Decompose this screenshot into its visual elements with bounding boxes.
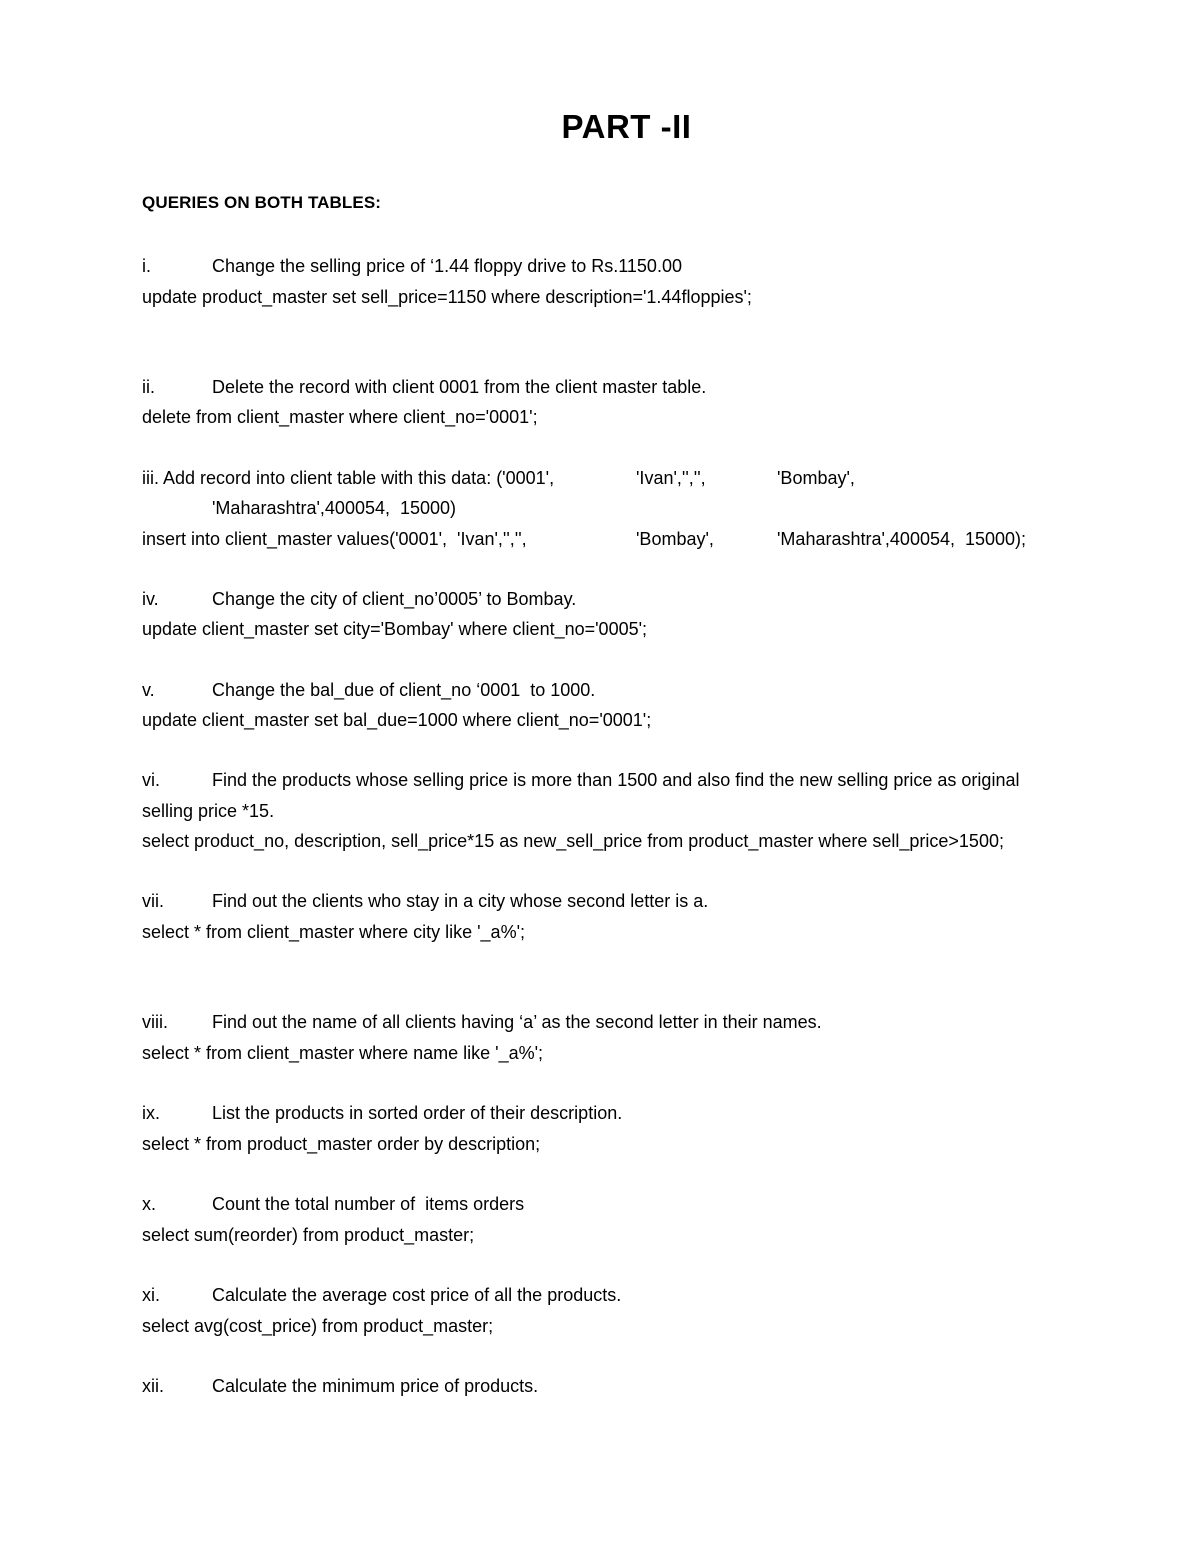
question-iii-text-c: 'Bombay', [777, 468, 855, 488]
sql-query-iii-a: insert into client_master values('0001', 'Ivan','','', [142, 529, 527, 549]
question-number: i. [142, 256, 151, 276]
question-text: Find the products whose selling price is more than 1500 and also find the new selling price as original [212, 770, 1020, 790]
question-number: xi. [142, 1285, 160, 1305]
question-vi-continued: selling price *15. [142, 801, 275, 821]
sql-query-x: select sum(reorder) from product_master; [142, 1225, 475, 1245]
question-ii [142, 375, 706, 399]
sql-query-v: update client_master set bal_due=1000 where client_no='0001'; [142, 710, 652, 730]
question-text: Calculate the average cost price of all the products. [212, 1285, 622, 1305]
question-text: Calculate the minimum price of products. [212, 1376, 539, 1396]
sql-query-vii: select * from client_master where city like '_a%'; [142, 922, 526, 942]
question-text: Change the city of client_no’0005’ to Bombay. [212, 589, 577, 609]
question-viii [142, 1010, 822, 1034]
question-number: iv. [142, 589, 159, 609]
question-vi [142, 768, 1019, 792]
question-xii [142, 1374, 538, 1398]
sql-query-viii: select * from client_master where name like '_a%'; [142, 1043, 544, 1063]
question-vii [142, 889, 708, 913]
question-number: ii. [142, 377, 155, 397]
question-number: v. [142, 680, 155, 700]
question-ix [142, 1101, 622, 1125]
question-text: Count the total number of items orders [212, 1194, 525, 1214]
question-v [142, 678, 595, 702]
question-number: x. [142, 1194, 157, 1214]
sql-query-iv: update client_master set city='Bombay' where client_no='0005'; [142, 619, 648, 639]
question-text: List the products in sorted order of their description. [212, 1103, 623, 1123]
question-number: vii. [142, 891, 164, 911]
question-text: Change the bal_due of client_no ‘0001 to 1000. [212, 680, 596, 700]
sql-query-iii-b: 'Bombay', [636, 529, 714, 549]
sql-query-i: update product_master set sell_price=1150 where description='1.44floppies'; [142, 287, 752, 307]
question-text: Delete the record with client 0001 from the client master table. [212, 377, 707, 397]
question-iv [142, 587, 576, 611]
sql-query-iii-c: 'Maharashtra',400054, 15000); [777, 529, 1027, 549]
question-iii-text-d: 'Maharashtra',400054, 15000) [212, 498, 457, 518]
question-i [142, 254, 682, 278]
question-number: viii. [142, 1012, 168, 1032]
question-number: xii. [142, 1376, 164, 1396]
question-number: vi. [142, 770, 160, 790]
question-text: Find out the name of all clients having ‘a’ as the second letter in their names. [212, 1012, 822, 1032]
question-text: Find out the clients who stay in a city whose second letter is a. [212, 891, 709, 911]
question-iii-text-b: 'Ivan','','', [636, 468, 706, 488]
question-x [142, 1192, 524, 1216]
sql-query-ix: select * from product_master order by description; [142, 1134, 541, 1154]
sql-query-ii: delete from client_master where client_no='0001'; [142, 407, 538, 427]
sql-query-xi: select avg(cost_price) from product_master; [142, 1316, 494, 1336]
section-heading: QUERIES ON BOTH TABLES: [142, 193, 382, 212]
question-xi [142, 1283, 621, 1307]
question-iii-text-a: iii. Add record into client table with this data: ('0001', [142, 468, 555, 488]
sql-query-vi: select product_no, description, sell_price*15 as new_sell_price from product_master where sell_price>1500; [142, 831, 1004, 851]
question-number: ix. [142, 1103, 160, 1123]
question-text: Change the selling price of ‘1.44 floppy drive to Rs.1150.00 [212, 256, 682, 276]
page-title: PART -II [561, 108, 692, 145]
